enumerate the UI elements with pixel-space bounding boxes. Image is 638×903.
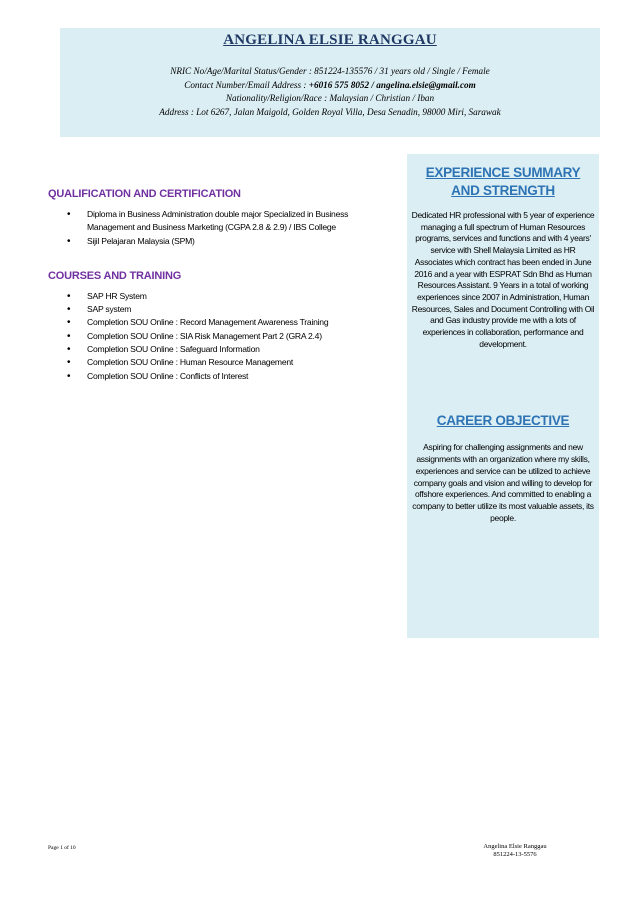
list-item: • Completion SOU Online : Safeguard Information: [48, 343, 378, 356]
left-column: [48, 188, 378, 383]
experience-heading-line2: AND STRENGTH: [451, 183, 555, 198]
page-number: Page 1 of 10: [48, 845, 76, 851]
experience-heading: [407, 164, 599, 200]
courses-heading: COURSES AND TRAINING: [48, 269, 182, 282]
list-item: • Completion SOU Online : Conflicts of Interest: [48, 370, 378, 383]
list-item: • Sijil Pelajaran Malaysia (SPM): [48, 235, 378, 248]
footer-name: Angelina Elsie Ranggau: [483, 843, 547, 850]
contact-label: Contact Number/Email Address :: [184, 79, 309, 90]
qualification-list: [48, 208, 378, 248]
career-heading: CAREER OBJECTIVE: [436, 413, 570, 429]
qualification-heading: QUALIFICATION AND CERTIFICATION: [48, 188, 241, 200]
sidebar-panel: [407, 154, 599, 638]
experience-text: Dedicated HR professional with 5 year of experience managing a full spectrum of Human Resources programs, services and functions and with 4 years' service with Shell Malaysia Limited as HR Associates which contract has been ended in June 2016 and a year with ESPRAT Sdn Bhd as Human Resources Assistant. 9 Years in a total of working experiences since 2007 in Administration, Human Resources, Sales and Document Controlling with Oil and Gas industry provide me with a lots of experiences in collaboration, performance and development.: [411, 210, 595, 349]
contact-value: +6016 575 8052 / angelina.elsie@gmail.com: [308, 79, 476, 90]
list-item: • SAP HR System: [48, 290, 378, 303]
list-item: • Completion SOU Online : SIA Risk Management Part 2 (GRA 2.4): [48, 330, 378, 343]
applicant-name: ANGELINA ELSIE RANGGAU: [223, 32, 437, 48]
footer-identity: [455, 843, 575, 859]
experience-heading-line1: EXPERIENCE SUMMARY: [425, 165, 581, 180]
address-line: Address : Lot 6267, Jalan Maigold, Golden Royal Villa, Desa Senadin, 98000 Miri, Sarawak: [159, 106, 501, 117]
nationality-line: Nationality/Religion/Race : Malaysian / Christian / Iban: [225, 93, 435, 103]
contact-line: [60, 79, 600, 93]
courses-list: [48, 290, 378, 383]
header-banner: [60, 28, 600, 137]
nric-age-status-line: NRIC No/Age/Marital Status/Gender : 851224-135576 / 31 years old / Single / Female: [170, 66, 490, 76]
list-item: • SAP system: [48, 303, 378, 316]
list-item: • Completion SOU Online : Record Management Awareness Training: [48, 316, 378, 329]
list-item: • Diploma in Business Administration double major Specialized in Business Management and Business Marketing (CGPA 2.8 & 2.9) / IBS College: [48, 208, 378, 235]
career-text: Aspiring for challenging assignments and new assignments with an organization where my skills, experiences and service can be utilized to achieve company goals and vision and willing to develop for offshore experiences. And committed to enabling a company to better utilize its most valuable assets, its people.: [412, 442, 594, 523]
footer-id: 851224-13-5576: [493, 851, 537, 858]
list-item: • Completion SOU Online : Human Resource Management: [48, 356, 378, 369]
